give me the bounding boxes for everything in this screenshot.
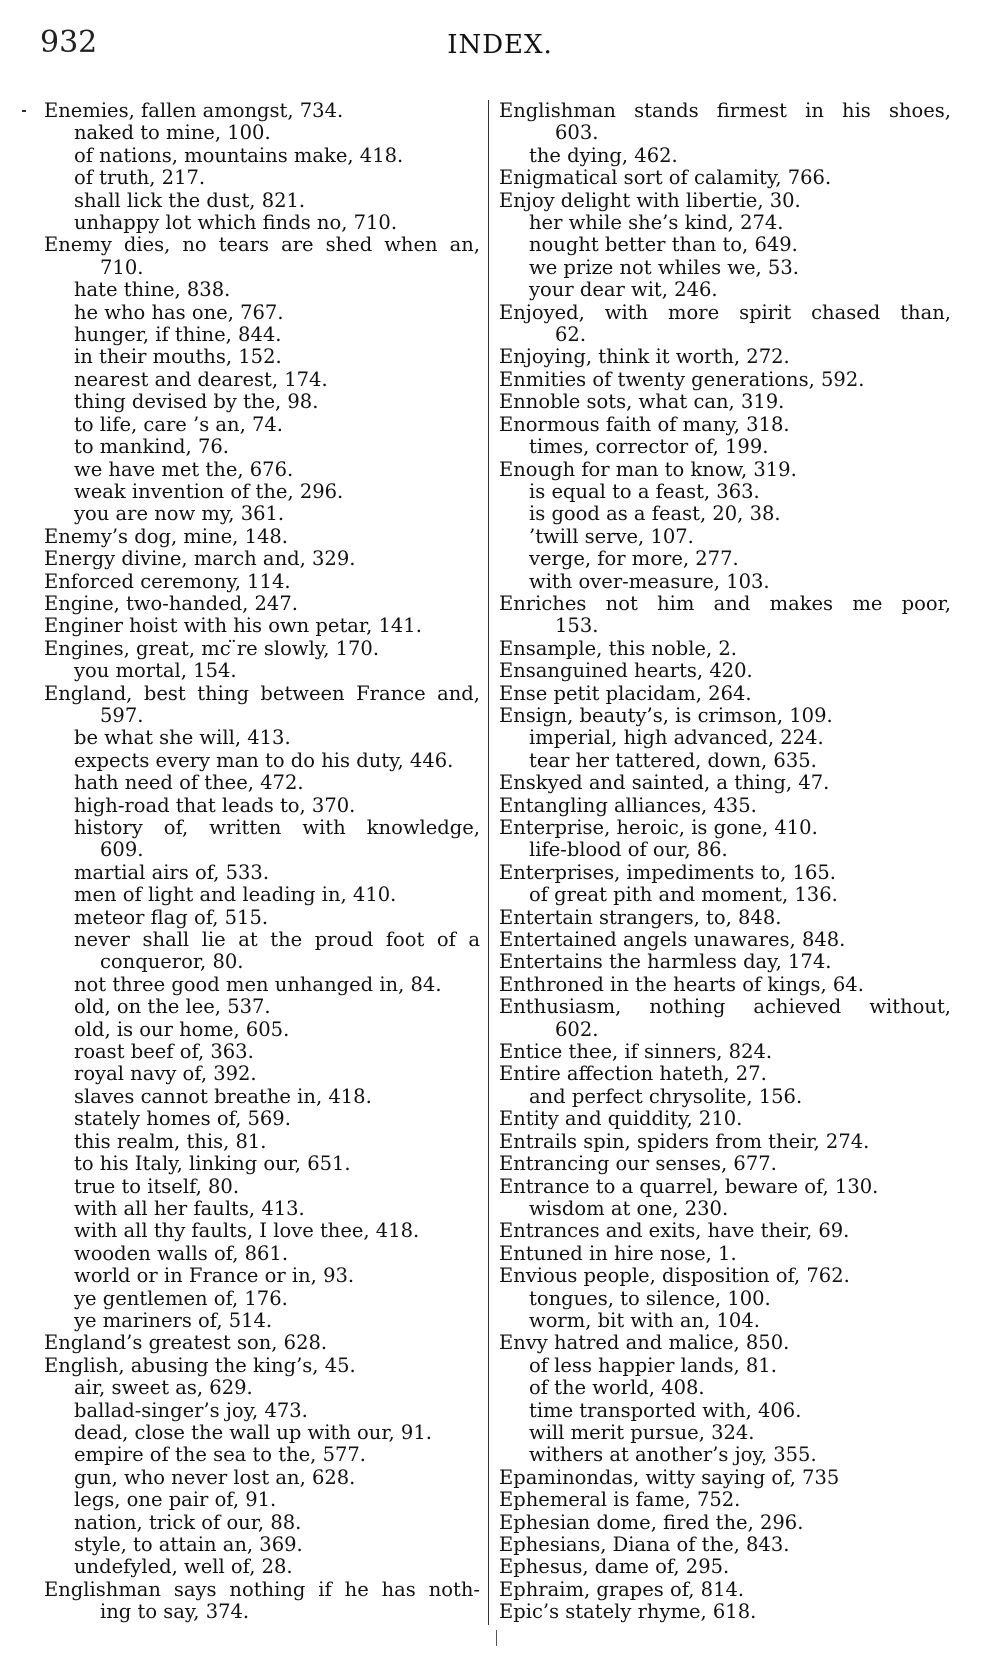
index-subentry: dead, close the wall up with our, 91. bbox=[74, 1420, 432, 1444]
index-heading-entry: Ensanguined hearts, 420. bbox=[499, 659, 753, 683]
index-subentry: you mortal, 154. bbox=[74, 659, 237, 683]
index-heading-entry: Epaminondas, witty saying of, 735 bbox=[499, 1465, 840, 1489]
index-heading-entry: Enjoy delight with libertie, 30. bbox=[499, 188, 801, 212]
index-subentry: imperial, high advanced, 224. bbox=[529, 726, 824, 750]
index-subentry: 710. bbox=[100, 255, 144, 279]
index-subentry: is equal to a feast, 363. bbox=[529, 479, 760, 503]
bottom-rule-mark bbox=[496, 1630, 497, 1646]
index-subentry: verge, for more, 277. bbox=[529, 547, 739, 571]
index-subentry: wisdom at one, 230. bbox=[529, 1196, 729, 1220]
index-subentry: this realm, this, 81. bbox=[74, 1129, 267, 1153]
index-heading-entry: Ephesus, dame of, 295. bbox=[499, 1555, 730, 1579]
index-subentry: 609. bbox=[100, 838, 144, 862]
column-divider bbox=[488, 100, 489, 1625]
index-heading-entry: Enginer hoist with his own petar, 141. bbox=[44, 614, 422, 638]
index-subentry: ’twill serve, 107. bbox=[529, 524, 694, 548]
index-heading-entry: Enough for man to know, 319. bbox=[499, 457, 797, 481]
index-subentry: hath need of thee, 472. bbox=[74, 771, 304, 795]
index-subentry: wooden walls of, 861. bbox=[74, 1241, 289, 1265]
index-subentry: in their mouths, 152. bbox=[74, 345, 282, 369]
index-subentry: 602. bbox=[555, 1017, 599, 1041]
index-heading-entry: Entrance to a quarrel, beware of, 130. bbox=[499, 1174, 879, 1198]
index-heading-entry: Entity and quiddity, 210. bbox=[499, 1107, 743, 1131]
index-heading-entry: Ensign, beauty’s, is crimson, 109. bbox=[499, 703, 833, 727]
index-subentry: true to itself, 80. bbox=[74, 1174, 240, 1198]
index-subentry: weak invention of the, 296. bbox=[74, 479, 344, 503]
index-heading-entry: Entrails spin, spiders from their, 274. bbox=[499, 1129, 870, 1153]
index-subentry: to life, care ’s an, 74. bbox=[74, 412, 284, 436]
index-subentry: with all thy faults, I love thee, 418. bbox=[74, 1219, 420, 1243]
index-heading-entry: Englishman stands firmest in his shoes, bbox=[499, 99, 951, 122]
index-heading-entry: Entice thee, if sinners, 824. bbox=[499, 1040, 773, 1064]
index-subentry: shall lick the dust, 821. bbox=[74, 188, 306, 212]
index-subentry: of the world, 408. bbox=[529, 1376, 705, 1400]
index-subentry: gun, who never lost an, 628. bbox=[74, 1465, 356, 1489]
index-subentry: nearest and dearest, 174. bbox=[74, 367, 328, 391]
index-subentry: air, sweet as, 629. bbox=[74, 1376, 253, 1400]
index-heading-entry: Enemy dies, no tears are shed when an, bbox=[44, 233, 480, 257]
index-subentry: your dear wit, 246. bbox=[529, 278, 718, 302]
index-subentry: will merit pursue, 324. bbox=[529, 1420, 755, 1444]
index-heading-entry: Enemy’s dog, mine, 148. bbox=[44, 524, 288, 548]
index-heading-entry: Entire affection hateth, 27. bbox=[499, 1062, 767, 1086]
index-heading-entry: England’s greatest son, 628. bbox=[44, 1331, 328, 1355]
margin-mark bbox=[22, 110, 26, 112]
index-heading-entry: Entrancing our senses, 677. bbox=[499, 1152, 777, 1176]
index-subentry: hate thine, 838. bbox=[74, 278, 231, 302]
index-heading-entry: English, abusing the king’s, 45. bbox=[44, 1353, 356, 1377]
index-heading-entry: Envious people, disposition of, 762. bbox=[499, 1264, 850, 1288]
index-heading-entry: Entertain strangers, to, 848. bbox=[499, 905, 782, 929]
index-subentry: 603. bbox=[555, 121, 599, 145]
index-heading-entry: Enthroned in the hearts of kings, 64. bbox=[499, 972, 864, 996]
index-subentry: and perfect chrysolite, 156. bbox=[529, 1084, 803, 1108]
index-subentry: of less happier lands, 81. bbox=[529, 1353, 777, 1377]
index-heading-entry: Enemies, fallen amongst, 734. bbox=[44, 99, 344, 122]
index-subentry: we prize not whiles we, 53. bbox=[529, 255, 799, 279]
index-column-left bbox=[44, 100, 480, 1624]
index-subentry: of great pith and moment, 136. bbox=[529, 883, 838, 907]
index-subentry: of nations, mountains make, 418. bbox=[74, 143, 404, 167]
index-subentry: ballad-singer’s joy, 473. bbox=[74, 1398, 308, 1422]
index-subentry: tongues, to silence, 100. bbox=[529, 1286, 771, 1310]
index-subentry: be what she will, 413. bbox=[74, 726, 291, 750]
index-subentry: world or in France or in, 93. bbox=[74, 1264, 355, 1288]
index-heading-entry: Engine, two-handed, 247. bbox=[44, 591, 298, 615]
index-heading-entry: Enterprise, heroic, is gone, 410. bbox=[499, 816, 818, 839]
index-heading-entry: Enforced ceremony, 114. bbox=[44, 569, 291, 593]
index-subentry: to mankind, 76. bbox=[74, 435, 229, 459]
index-heading-entry: Ephesians, Diana of the, 843. bbox=[499, 1533, 790, 1556]
index-subentry: you are now my, 361. bbox=[74, 502, 285, 526]
index-subentry: ye mariners of, 514. bbox=[74, 1308, 273, 1332]
index-heading-entry: Ephesian dome, fired the, 296. bbox=[499, 1510, 804, 1534]
index-subentry: old, on the lee, 537. bbox=[74, 995, 271, 1019]
index-subentry: time transported with, 406. bbox=[529, 1398, 802, 1422]
index-subentry: he who has one, 767. bbox=[74, 300, 284, 324]
index-subentry: with over-measure, 103. bbox=[529, 569, 770, 593]
index-heading-entry: England, best thing between France and, bbox=[44, 681, 480, 705]
running-head-title: INDEX. bbox=[447, 30, 553, 60]
index-subentry: ing to say, 374. bbox=[100, 1600, 250, 1624]
index-subentry: 597. bbox=[100, 703, 144, 727]
index-heading-entry: Enriches not him and makes me poor, bbox=[499, 591, 951, 615]
index-subentry: slaves cannot breathe in, 418. bbox=[74, 1084, 372, 1108]
index-subentry: undefyled, well of, 28. bbox=[74, 1555, 293, 1579]
index-heading-entry: Enigmatical sort of calamity, 766. bbox=[499, 166, 832, 190]
index-subentry: hunger, if thine, 844. bbox=[74, 323, 282, 347]
index-subentry: we have met the, 676. bbox=[74, 457, 294, 481]
index-subentry: withers at another’s joy, 355. bbox=[529, 1443, 817, 1467]
index-heading-entry: Enterprises, impediments to, 165. bbox=[499, 860, 836, 884]
index-subentry: conqueror, 80. bbox=[100, 950, 244, 974]
index-subentry: with all her faults, 413. bbox=[74, 1196, 305, 1220]
index-subentry: expects every man to do his duty, 446. bbox=[74, 748, 454, 772]
index-subentry: high-road that leads to, 370. bbox=[74, 793, 356, 817]
index-heading-entry: Entuned in hire nose, 1. bbox=[499, 1241, 737, 1265]
index-subentry: roast beef of, 363. bbox=[74, 1040, 254, 1064]
index-subentry: style, to attain an, 369. bbox=[74, 1533, 303, 1556]
index-heading-entry: Engines, great, mc ̈re slowly, 170. bbox=[44, 636, 380, 660]
index-heading-entry: Enjoyed, with more spirit chased than, bbox=[499, 300, 951, 324]
index-subentry: meteor flag of, 515. bbox=[74, 905, 269, 929]
index-heading-entry: Ephemeral is fame, 752. bbox=[499, 1488, 741, 1512]
index-heading-entry: Entertained angels unawares, 848. bbox=[499, 928, 846, 952]
index-subentry: 62. bbox=[555, 323, 587, 347]
index-heading-entry: Energy divine, march and, 329. bbox=[44, 547, 356, 571]
index-subentry: times, corrector of, 199. bbox=[529, 435, 769, 459]
index-subentry: ye gentlemen of, 176. bbox=[74, 1286, 288, 1310]
index-subentry: nation, trick of our, 88. bbox=[74, 1510, 302, 1534]
index-heading-entry: Entangling alliances, 435. bbox=[499, 793, 757, 817]
index-subentry: to his Italy, linking our, 651. bbox=[74, 1152, 351, 1176]
index-heading-entry: Entertains the harmless day, 174. bbox=[499, 950, 832, 974]
index-heading-entry: Entrances and exits, have their, 69. bbox=[499, 1219, 850, 1243]
index-heading-entry: Enskyed and sainted, a thing, 47. bbox=[499, 771, 830, 795]
index-heading-entry: Ensample, this noble, 2. bbox=[499, 636, 737, 660]
index-heading-entry: Epic’s stately rhyme, 618. bbox=[499, 1600, 757, 1624]
index-subentry: her while she’s kind, 274. bbox=[529, 211, 784, 235]
index-subentry: thing devised by the, 98. bbox=[74, 390, 319, 414]
index-heading-entry: Envy hatred and malice, 850. bbox=[499, 1331, 790, 1355]
index-subentry: of truth, 217. bbox=[74, 166, 206, 190]
index-subentry: the dying, 462. bbox=[529, 143, 678, 167]
index-subentry: life-blood of our, 86. bbox=[529, 838, 728, 862]
index-heading-entry: Ephraim, grapes of, 814. bbox=[499, 1577, 745, 1601]
index-subentry: history of, written with knowledge, bbox=[74, 816, 480, 839]
index-heading-entry: Enormous faith of many, 318. bbox=[499, 412, 790, 436]
index-heading-entry: Enjoying, think it worth, 272. bbox=[499, 345, 790, 369]
page-number: 932 bbox=[40, 25, 98, 60]
index-subentry: naked to mine, 100. bbox=[74, 121, 271, 145]
index-subentry: is good as a feast, 20, 38. bbox=[529, 502, 781, 526]
index-subentry: nought better than to, 649. bbox=[529, 233, 798, 257]
index-subentry: old, is our home, 605. bbox=[74, 1017, 290, 1041]
index-subentry: legs, one pair of, 91. bbox=[74, 1488, 277, 1512]
index-heading-entry: Enmities of twenty generations, 592. bbox=[499, 367, 865, 391]
index-subentry: empire of the sea to the, 577. bbox=[74, 1443, 366, 1467]
index-subentry: worm, bit with an, 104. bbox=[529, 1308, 760, 1332]
index-subentry: unhappy lot which finds no, 710. bbox=[74, 211, 398, 235]
index-subentry: never shall lie at the proud foot of a bbox=[74, 928, 480, 952]
index-subentry: men of light and leading in, 410. bbox=[74, 883, 397, 907]
index-subentry: tear her tattered, down, 635. bbox=[529, 748, 817, 772]
index-subentry: 153. bbox=[555, 614, 599, 638]
index-column-right bbox=[499, 100, 951, 1624]
index-heading-entry: Englishman says nothing if he has noth- bbox=[44, 1577, 480, 1601]
index-subentry: martial airs of, 533. bbox=[74, 860, 270, 884]
index-heading-entry: Enthusiasm, nothing achieved without, bbox=[499, 995, 951, 1019]
index-heading-entry: Ense petit placidam, 264. bbox=[499, 681, 752, 705]
index-subentry: not three good men unhanged in, 84. bbox=[74, 972, 442, 996]
index-subentry: royal navy of, 392. bbox=[74, 1062, 257, 1086]
index-subentry: stately homes of, 569. bbox=[74, 1107, 291, 1131]
index-heading-entry: Ennoble sots, what can, 319. bbox=[499, 390, 785, 414]
